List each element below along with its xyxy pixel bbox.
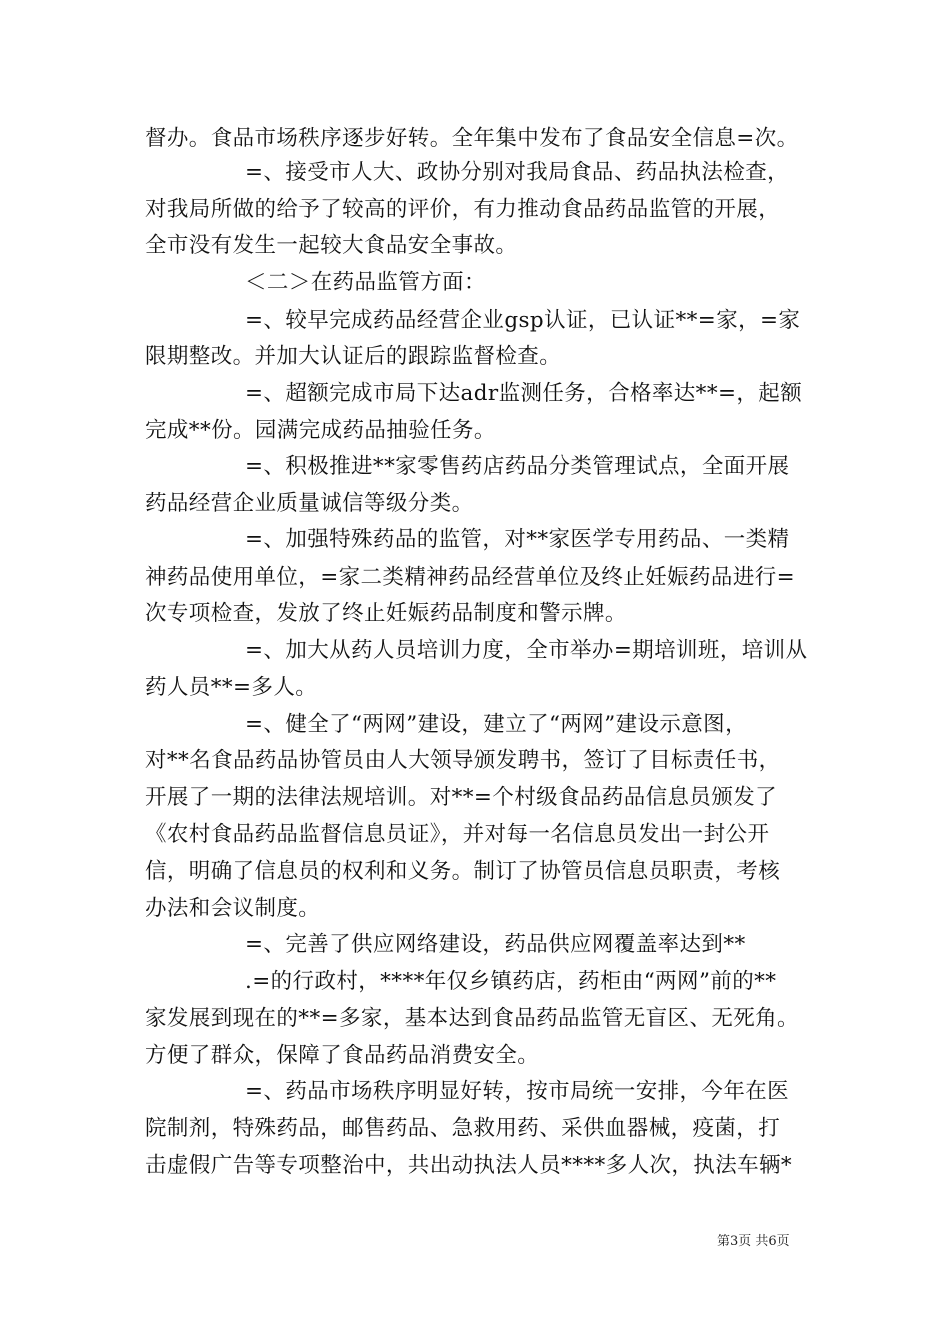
text-line: 限期整改。并加大认证后的跟踪监督检查。	[145, 344, 562, 369]
text-line: 次专项检查，发放了终止妊娠药品制度和警示牌。	[145, 601, 627, 626]
text-line: 对我局所做的给予了较高的评价，有力推动食品药品监管的开展，	[145, 197, 781, 222]
page-number: 第3页 共6页	[717, 1234, 790, 1249]
text-line: 药人员**=多人。	[145, 675, 318, 700]
text-line: 《农村食品药品监督信息员证》，并对每一名信息员发出一封公开	[145, 822, 770, 847]
text-line: 击虚假广告等专项整治中，共出动执法人员****多人次，执法车辆*	[145, 1153, 793, 1178]
text-line: =、药品市场秩序明显好转，按市局统一安排，今年在医	[245, 1079, 790, 1104]
text-line: 院制剂，特殊药品，邮售药品、急救用药、采供血器械，疫菌，打	[145, 1116, 781, 1141]
text-line: 神药品使用单位，=家二类精神药品经营单位及终止妊娠药品进行=	[145, 565, 796, 590]
text-line: 办法和会议制度。	[145, 896, 321, 921]
text-line: 方便了群众，保障了食品药品消费安全。	[145, 1043, 540, 1068]
text-line: 对**名食品药品协管员由人大领导颁发聘书，签订了目标责任书，	[145, 748, 781, 773]
text-line: =、加大从药人员培训力度，全市举办=期培训班，培训从	[245, 638, 808, 663]
text-line: 药品经营企业质量诚信等级分类。	[145, 491, 474, 516]
text-line: =、完善了供应网络建设，药品供应网覆盖率达到**	[245, 932, 746, 957]
text-line: 开展了一期的法律法规培训。对**=个村级食品药品信息员颁发了	[145, 785, 778, 810]
text-line: 信，明确了信息员的权利和义务。制订了协管员信息员职责，考核	[145, 859, 781, 884]
text-line: =、较早完成药品经营企业gsp认证，已认证**=家，=家	[245, 308, 801, 333]
text-line: 督办。食品市场秩序逐步好转。全年集中发布了食品安全信息=次。	[145, 126, 799, 151]
text-line: =、加强特殊药品的监管，对**家医学专用药品、一类精	[245, 527, 790, 552]
text-line: 完成**份。园满完成药品抽验任务。	[145, 418, 496, 443]
text-line: 全市没有发生一起较大食品安全事故。	[145, 233, 518, 258]
text-line: .=的行政村，****年仅乡镇药店，药柜由“两网”前的**	[245, 969, 777, 994]
text-line: =、积极推进**家零售药店药品分类管理试点，全面开展	[245, 454, 790, 479]
text-line: 家发展到现在的**=多家，基本达到食品药品监管无盲区、无死角。	[145, 1006, 799, 1031]
text-line: =、超额完成市局下达adr监测任务，合格率达**=，起额	[245, 381, 803, 406]
text-line: =、接受市人大、政协分别对我局食品、药品执法检查，	[245, 160, 790, 185]
text-line: =、健全了“两网”建设，建立了“两网”建设示意图，	[245, 712, 747, 737]
section-heading: ＜二＞在药品监管方面：	[245, 270, 486, 295]
